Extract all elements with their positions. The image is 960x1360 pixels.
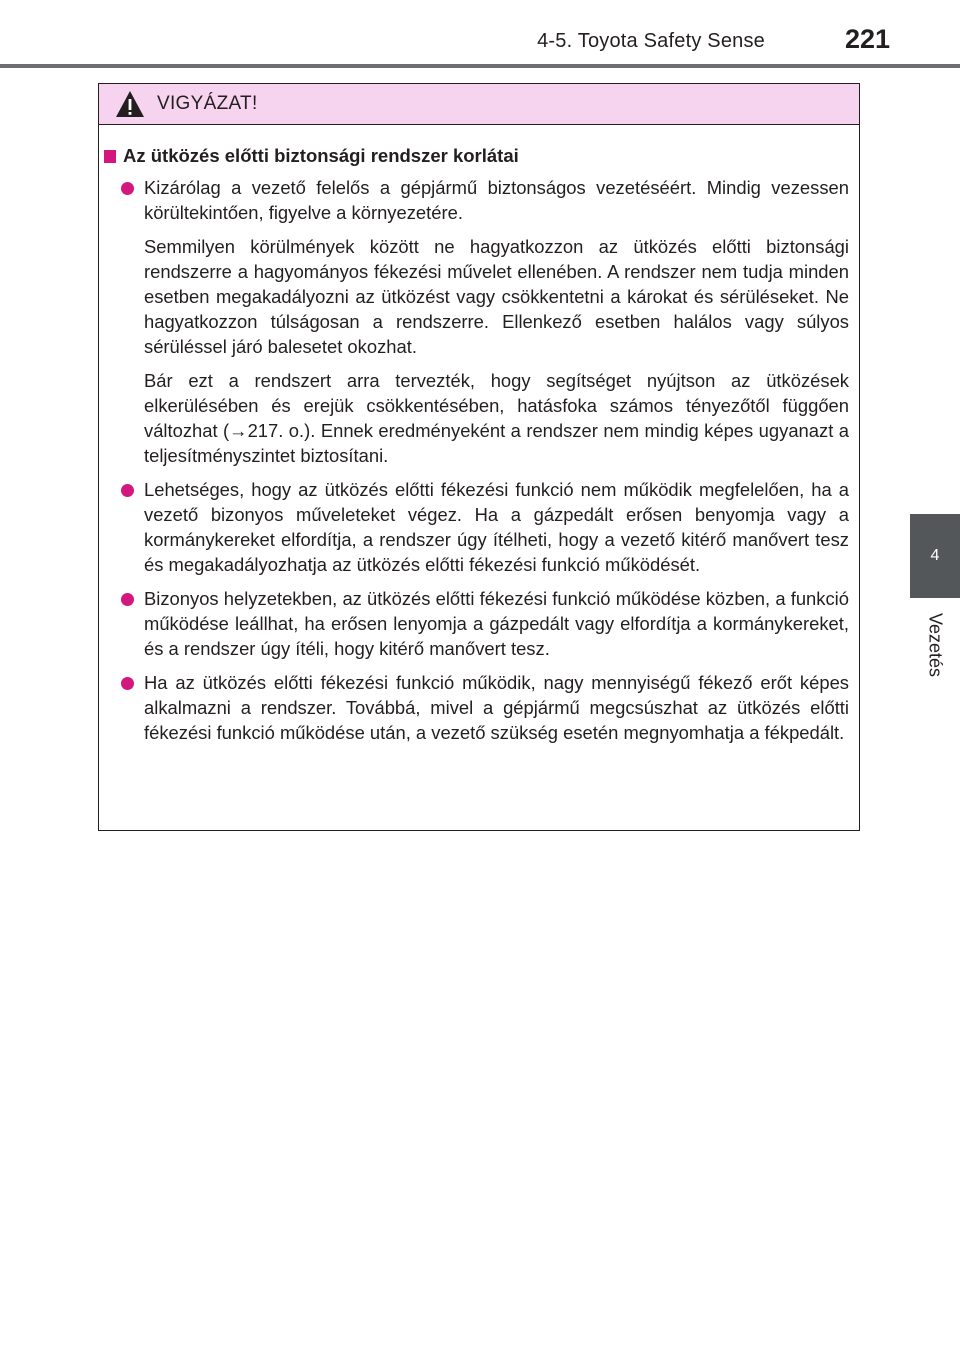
warning-box: [98, 83, 860, 831]
chapter-tab: [910, 514, 960, 598]
warning-title: VIGYÁZAT!: [157, 93, 258, 114]
dot-icon: [121, 484, 134, 497]
header-rule: [0, 64, 960, 68]
dot-icon: [121, 677, 134, 690]
paragraph: Lehetséges, hogy az ütközés előtti fékezési funkció nem működik megfelelően, ha a vezető bizonyos műveleteket végez. Ha a gázpedált erősen benyomja vagy a kormánykereket elfordítja, a rendszer úgy ítélheti, hogy a vezető kitérő manővert tesz és megakadályozhatja az ütközés előtti fékezési funkció működését.: [144, 479, 849, 575]
warning-body: [99, 125, 859, 745]
paragraph: Kizárólag a vezető felelős a gépjármű biztonságos vezetéséért. Mindig vezessen körültekintően, figyelve a környezetére.: [144, 177, 849, 223]
bullet-item: [104, 175, 849, 468]
paragraph: Semmilyen körülmények között ne hagyatkozzon az ütközés előtti biztonsági rendszerre a hagyományos fékezési művelet ellenében. A rendszer nem tudja minden esetben megakadályozni az ütközést vagy csökkentetni a károkat és sérüléseket. Ne hagyatkozzon túlságosan a rendszerre. Ellenkező esetben halálos vagy súlyos sérüléssel járó balesetet okozhat.: [144, 236, 849, 357]
square-icon: [104, 150, 116, 163]
warning-triangle-icon: [115, 90, 145, 118]
bullet-item: [104, 477, 849, 577]
warning-header: [99, 84, 859, 125]
section-title: 4-5. Toyota Safety Sense: [537, 30, 765, 52]
chapter-number: 4: [930, 547, 940, 564]
paragraph: Bár ezt a rendszert arra tervezték, hogy segítséget nyújtson az ütközések elkerülésében és erejük csökkentésében, hatásfoka számos tényezőtől függően változhat (→217. o.). Ennek eredményeként a rendszer nem mindig képes ugyanazt a teljesítményszintet biztosítani.: [144, 370, 849, 466]
paragraph: Bizonyos helyzetekben, az ütközés előtti fékezési funkció működése közben, a funkció működése leállhat, ha erősen lenyomja a gázpedált vagy elfordítja a kormánykereket, és a rendszer úgy ítéli, hogy kitérő manővert tesz.: [144, 588, 849, 659]
section-heading: [104, 145, 849, 167]
bullet-item: [104, 586, 849, 661]
dot-icon: [121, 593, 134, 606]
chapter-label: Vezetés: [925, 612, 946, 678]
dot-icon: [121, 182, 134, 195]
page-number: 221: [844, 24, 890, 54]
paragraph: Ha az ütközés előtti fékezési funkció működik, nagy mennyiségű fékező erőt képes alkalmazni a rendszer. Továbbá, mivel a gépjármű megcsúszhat az ütközés előtti fékezési funkció működése után, a vezető szükség esetén megnyomhatja a fékpedált.: [144, 672, 849, 743]
bullet-item: [104, 670, 849, 745]
section-heading-text: Az ütközés előtti biztonsági rendszer korlátai: [123, 145, 519, 166]
